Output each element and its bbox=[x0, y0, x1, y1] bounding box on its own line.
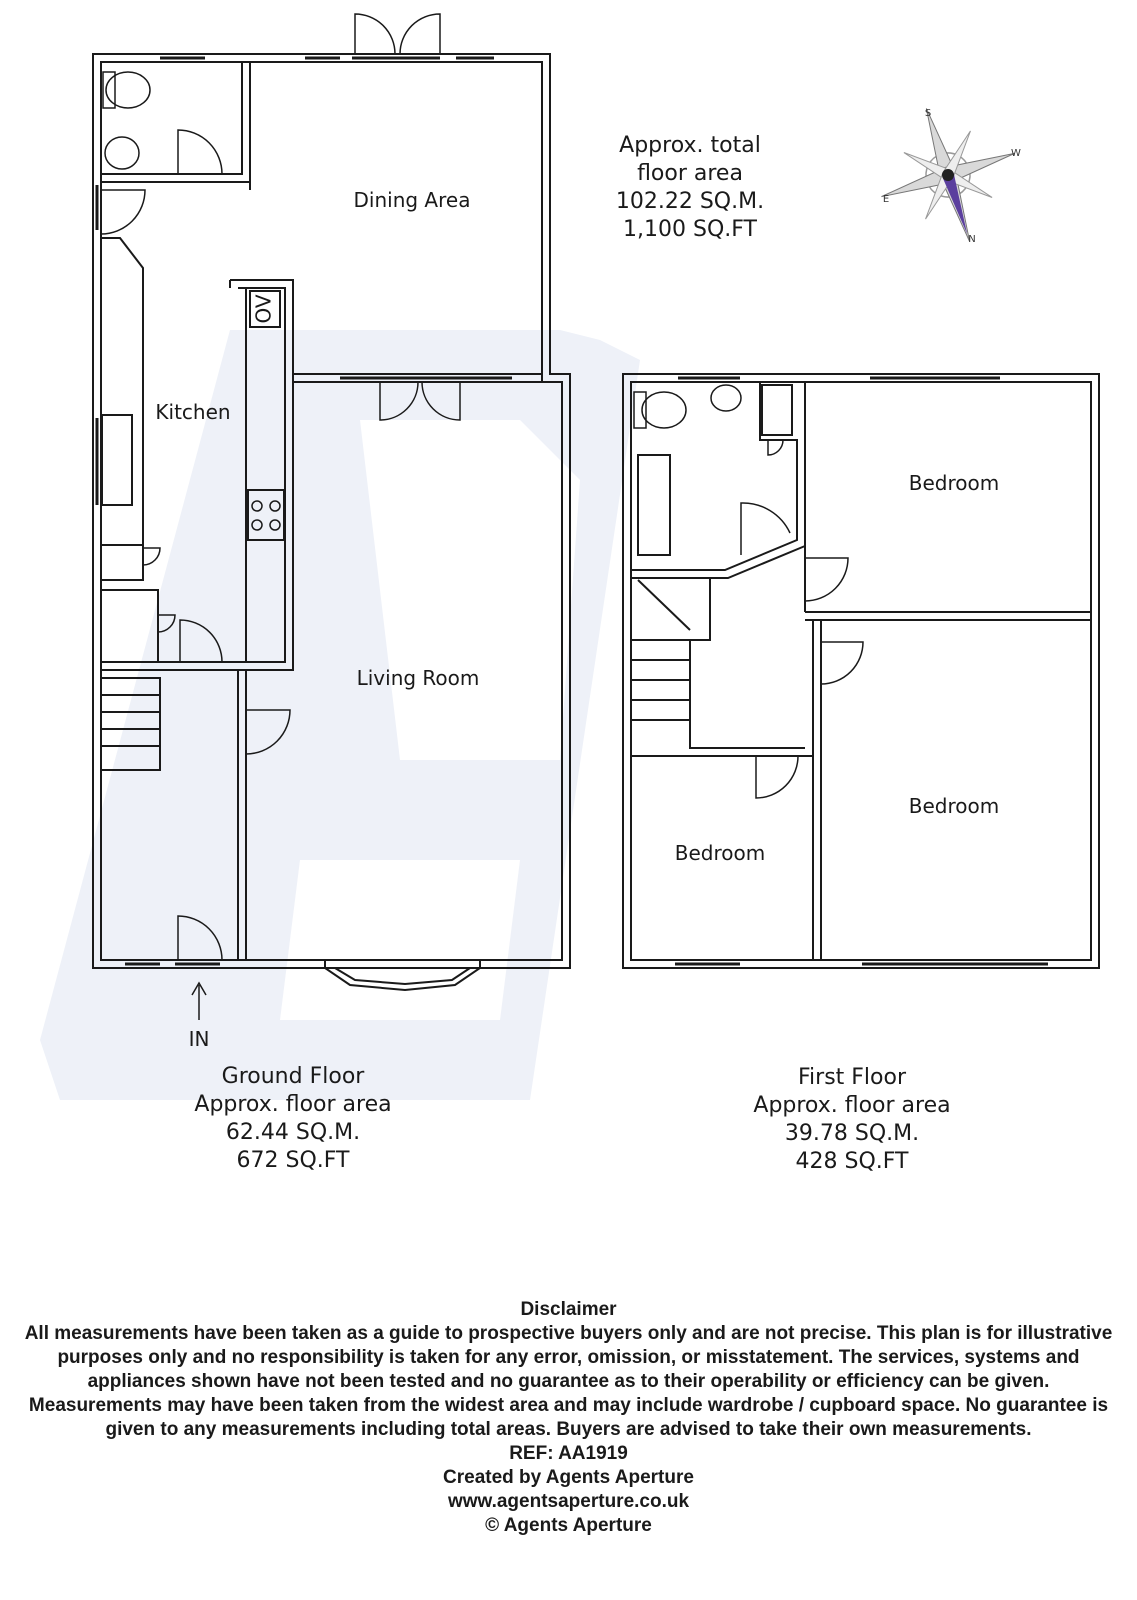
compass-w-label: W bbox=[1011, 148, 1021, 159]
compass-e-label: E bbox=[882, 194, 890, 205]
first-floor-windows bbox=[675, 378, 1048, 964]
bedroom-top-right-label: Bedroom bbox=[908, 471, 1000, 495]
first-floor-inner-walls bbox=[631, 382, 1091, 960]
ground-floor-area-block bbox=[173, 1063, 413, 1175]
watermark-logo bbox=[40, 330, 640, 1100]
first-floor-plan bbox=[623, 374, 1099, 968]
total-area-sqm: 102.22 SQ.M. bbox=[615, 189, 765, 214]
disclaimer-body: All measurements have been taken as a guide to prospective buyers only and are not precise. This plan is for illustrative purposes only and no responsibility is taken for any error, omission, or misstatement. The services, systems and appliances shown have not been tested and no guarantee as to their operability or efficiency can be given. Measurements may have been taken from the widest area and may include wardrobe / cupboard space. No guarantee is given to any measurements including total areas. Buyers are advised to take their own measurements. bbox=[24, 1323, 1113, 1440]
first-floor-outer-walls bbox=[623, 374, 1099, 968]
disclaimer-title: Disclaimer bbox=[520, 1299, 617, 1320]
bedroom-bottom-right-label: Bedroom bbox=[908, 794, 1000, 818]
total-area-line2: floor area bbox=[637, 161, 743, 186]
bedroom-left-label: Bedroom bbox=[674, 841, 766, 865]
first-floor-area-block bbox=[732, 1064, 972, 1176]
entrance-label: IN bbox=[188, 1027, 210, 1051]
total-area-block bbox=[590, 132, 790, 244]
disclaimer-url: www.agentsaperture.co.uk bbox=[447, 1491, 690, 1512]
disclaimer-block bbox=[20, 1298, 1117, 1538]
dining-area-label: Dining Area bbox=[353, 188, 471, 212]
total-area-sqft: 1,100 SQ.FT bbox=[623, 217, 757, 242]
kitchen-label: Kitchen bbox=[155, 400, 231, 424]
compass-s-label: S bbox=[924, 108, 932, 119]
ground-floor-title: Ground Floor bbox=[221, 1064, 365, 1089]
ground-floor-wc-fixtures bbox=[103, 72, 150, 169]
first-floor-subtitle: Approx. floor area bbox=[753, 1093, 951, 1118]
oven-label: OV bbox=[251, 294, 276, 324]
compass-rose-icon bbox=[860, 87, 1036, 263]
ground-floor-sqm: 62.44 SQ.M. bbox=[225, 1120, 361, 1145]
disclaimer-ref: REF: AA1919 bbox=[509, 1443, 628, 1464]
ground-floor-sqft: 672 SQ.FT bbox=[236, 1148, 350, 1173]
ground-floor-subtitle: Approx. floor area bbox=[194, 1092, 392, 1117]
disclaimer-copyright: © Agents Aperture bbox=[485, 1515, 652, 1536]
first-floor-title: First Floor bbox=[797, 1065, 907, 1090]
first-floor-sqft: 428 SQ.FT bbox=[795, 1149, 909, 1174]
bathroom-fixtures bbox=[634, 385, 741, 428]
compass-n-label: N bbox=[968, 234, 976, 245]
living-room-label: Living Room bbox=[356, 666, 480, 690]
disclaimer-created: Created by Agents Aperture bbox=[443, 1467, 694, 1488]
first-floor-sqm: 39.78 SQ.M. bbox=[784, 1121, 920, 1146]
total-area-line1: Approx. total bbox=[619, 133, 761, 158]
